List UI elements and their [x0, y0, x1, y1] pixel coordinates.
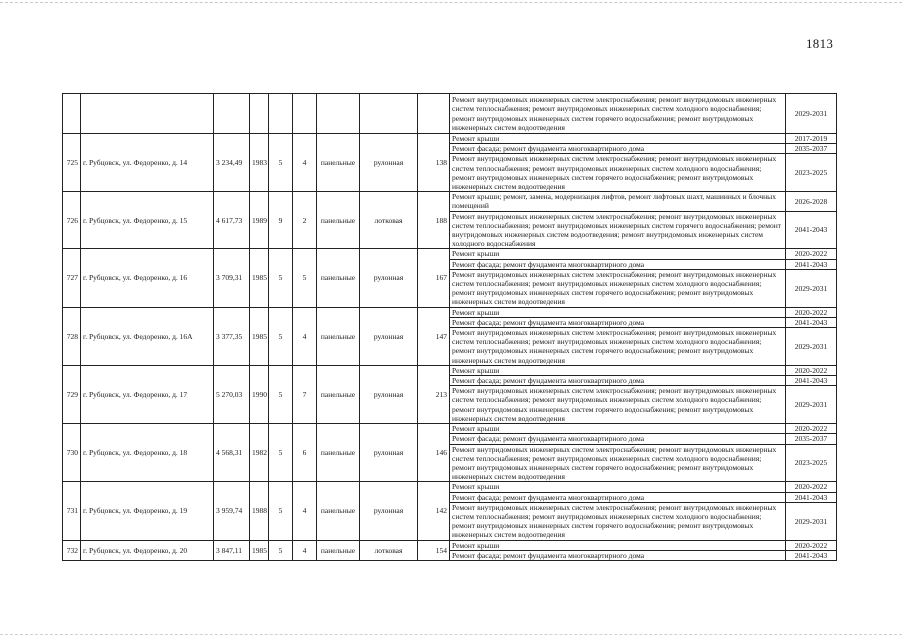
- cell-walls: панельные: [317, 307, 360, 365]
- table-row: [63, 192, 837, 211]
- cell-roof: лотковая: [360, 192, 418, 249]
- cell-work-description: Ремонт фасада; ремонт фундамента многоквартирного дома: [450, 144, 786, 154]
- cell-period: 2041-2043: [786, 211, 837, 249]
- cell-roof: рулонная: [360, 307, 418, 365]
- cell-address: г. Рубцовск, ул. Федоренко, д. 18: [81, 424, 214, 482]
- cell-walls: панельные: [317, 249, 360, 307]
- cell-floors: 5: [269, 424, 293, 482]
- table-row: [63, 134, 837, 144]
- cell-address: г. Рубцовск, ул. Федоренко, д. 16А: [81, 307, 214, 365]
- cell-roof: [360, 94, 418, 134]
- cell-apartments: 146: [418, 424, 450, 482]
- cell-period: 2020-2022: [786, 249, 837, 259]
- cell-area: 3 709,31: [214, 249, 250, 307]
- cell-year: [250, 94, 269, 134]
- cell-work-description: Ремонт фасада; ремонт фундамента многоквартирного дома: [450, 550, 786, 560]
- cell-number: 732: [63, 540, 81, 560]
- cell-period: 2029-2031: [786, 269, 837, 307]
- cell-walls: панельные: [317, 540, 360, 560]
- cell-period: 2020-2022: [786, 307, 837, 317]
- cell-apartments: 188: [418, 192, 450, 249]
- cell-number: 727: [63, 249, 81, 307]
- scan-edge-top: [0, 2, 902, 3]
- cell-number: 729: [63, 365, 81, 423]
- cell-address: г. Рубцовск, ул. Федоренко, д. 14: [81, 134, 214, 192]
- cell-floors: 5: [269, 249, 293, 307]
- scan-edge-bottom: [0, 634, 902, 635]
- cell-area: 3 377,35: [214, 307, 250, 365]
- cell-period: 2029-2031: [786, 94, 837, 134]
- cell-period: 2041-2043: [786, 317, 837, 327]
- cell-period: 2041-2043: [786, 376, 837, 386]
- cell-entrances: 4: [293, 540, 317, 560]
- cell-year: 1983: [250, 134, 269, 192]
- cell-address: г. Рубцовск, ул. Федоренко, д. 19: [81, 482, 214, 540]
- cell-year: 1985: [250, 540, 269, 560]
- cell-number: 731: [63, 482, 81, 540]
- cell-walls: [317, 94, 360, 134]
- cell-work-description: Ремонт фасада; ремонт фундамента многоквартирного дома: [450, 434, 786, 444]
- cell-work-description: Ремонт крыши; ремонт, замена, модернизация лифтов, ремонт лифтовых шахт, машинных и блочных помещений: [450, 192, 786, 211]
- cell-entrances: 5: [293, 249, 317, 307]
- cell-entrances: 2: [293, 192, 317, 249]
- cell-entrances: 7: [293, 365, 317, 423]
- cell-work-description: Ремонт крыши: [450, 307, 786, 317]
- cell-year: 1988: [250, 482, 269, 540]
- table-row-continuation: [63, 94, 837, 134]
- cell-work-description: Ремонт внутридомовых инженерных систем электроснабжения; ремонт внутридомовых инженерных систем теплоснабжения; ремонт внутридомовых инженерных систем холодного водоснабжения; ремонт внутридомовых инженерных систем горячего водоснабжения; ремонт внутридомовых инженерных систем водоотведения: [450, 444, 786, 482]
- cell-floors: 5: [269, 134, 293, 192]
- cell-period: 2029-2031: [786, 328, 837, 366]
- cell-period: 2020-2022: [786, 482, 837, 492]
- cell-work-description: Ремонт фасада; ремонт фундамента многоквартирного дома: [450, 259, 786, 269]
- cell-work-description: Ремонт крыши: [450, 540, 786, 550]
- capital-repair-table: [62, 93, 837, 561]
- cell-year: 1985: [250, 249, 269, 307]
- cell-number: [63, 94, 81, 134]
- cell-period: 2023-2025: [786, 444, 837, 482]
- cell-period: 2017-2019: [786, 134, 837, 144]
- cell-floors: 5: [269, 365, 293, 423]
- cell-period: 2035-2037: [786, 144, 837, 154]
- cell-area: 4 617,73: [214, 192, 250, 249]
- cell-work-description: Ремонт внутридомовых инженерных систем электроснабжения; ремонт внутридомовых инженерных систем теплоснабжения; ремонт внутридомовых инженерных систем холодного водоснабжения; ремонт внутридомовых инженерных систем горячего водоснабжения; ремонт внутридомовых инженерных систем водоотведения: [450, 386, 786, 424]
- cell-area: 3 847,11: [214, 540, 250, 560]
- table-row: [63, 249, 837, 259]
- cell-work-description: Ремонт внутридомовых инженерных систем электроснабжения; ремонт внутридомовых инженерных систем теплоснабжения; ремонт внутридомовых инженерных систем холодного водоснабжения; ремонт внутридомовых инженерных систем горячего водоснабжения; ремонт внутридомовых инженерных систем водоотведения: [450, 502, 786, 540]
- cell-apartments: 154: [418, 540, 450, 560]
- table-row: [63, 482, 837, 492]
- cell-floors: 5: [269, 307, 293, 365]
- cell-year: 1990: [250, 365, 269, 423]
- cell-work-description: Ремонт крыши: [450, 365, 786, 375]
- cell-apartments: [418, 94, 450, 134]
- cell-floors: 5: [269, 482, 293, 540]
- cell-period: 2029-2031: [786, 386, 837, 424]
- cell-walls: панельные: [317, 424, 360, 482]
- cell-year: 1985: [250, 307, 269, 365]
- cell-work-description: Ремонт фасада; ремонт фундамента многоквартирного дома: [450, 317, 786, 327]
- cell-entrances: 6: [293, 424, 317, 482]
- cell-area: 3 959,74: [214, 482, 250, 540]
- cell-apartments: 138: [418, 134, 450, 192]
- cell-year: 1989: [250, 192, 269, 249]
- cell-work-description: Ремонт крыши: [450, 249, 786, 259]
- page-number: 1813: [806, 36, 834, 51]
- cell-period: 2035-2037: [786, 434, 837, 444]
- cell-floors: [269, 94, 293, 134]
- table-row: [63, 307, 837, 317]
- cell-period: 2026-2028: [786, 192, 837, 211]
- cell-entrances: 4: [293, 307, 317, 365]
- table-body: [63, 94, 837, 561]
- cell-address: [81, 94, 214, 134]
- cell-work-description: Ремонт фасада; ремонт фундамента многоквартирного дома: [450, 376, 786, 386]
- cell-address: г. Рубцовск, ул. Федоренко, д. 16: [81, 249, 214, 307]
- cell-floors: 5: [269, 540, 293, 560]
- cell-apartments: 147: [418, 307, 450, 365]
- cell-work-description: Ремонт внутридомовых инженерных систем электроснабжения; ремонт внутридомовых инженерных систем теплоснабжения; ремонт внутридомовых инженерных систем холодного водоснабжения; ремонт внутридомовых инженерных систем горячего водоснабжения; ремонт внутридомовых инженерных систем водоотведения: [450, 328, 786, 366]
- cell-period: 2023-2025: [786, 154, 837, 192]
- cell-area: 3 234,49: [214, 134, 250, 192]
- cell-entrances: 4: [293, 482, 317, 540]
- cell-walls: панельные: [317, 192, 360, 249]
- cell-work-description: Ремонт внутридомовых инженерных систем электроснабжения; ремонт внутридомовых инженерных систем теплоснабжения; ремонт внутридомовых инженерных систем горячего водоснабжения; ремонт внутридомовых инженерных систем водоотведения; ремонт внутридомовых инженерных систем холодного водоснабжения: [450, 211, 786, 249]
- table-row: [63, 424, 837, 434]
- cell-work-description: Ремонт крыши: [450, 424, 786, 434]
- table-row: [63, 540, 837, 550]
- cell-walls: панельные: [317, 134, 360, 192]
- cell-year: 1982: [250, 424, 269, 482]
- cell-address: г. Рубцовск, ул. Федоренко, д. 15: [81, 192, 214, 249]
- cell-work-description: Ремонт фасада; ремонт фундамента многоквартирного дома: [450, 492, 786, 502]
- cell-apartments: 167: [418, 249, 450, 307]
- cell-work-description: Ремонт внутридомовых инженерных систем электроснабжения; ремонт внутридомовых инженерных систем теплоснабжения; ремонт внутридомовых инженерных систем холодного водоснабжения; ремонт внутридомовых инженерных систем горячего водоснабжения; ремонт внутридомовых инженерных систем водоотведения: [450, 94, 786, 134]
- cell-work-description: Ремонт крыши: [450, 134, 786, 144]
- cell-work-description: Ремонт внутридомовых инженерных систем электроснабжения; ремонт внутридомовых инженерных систем теплоснабжения; ремонт внутридомовых инженерных систем холодного водоснабжения; ремонт внутридомовых инженерных систем горячего водоснабжения; ремонт внутридомовых инженерных систем водоотведения: [450, 154, 786, 192]
- cell-work-description: Ремонт внутридомовых инженерных систем электроснабжения; ремонт внутридомовых инженерных систем теплоснабжения; ремонт внутридомовых инженерных систем холодного водоснабжения; ремонт внутридомовых инженерных систем горячего водоснабжения; ремонт внутридомовых инженерных систем водоотведения: [450, 269, 786, 307]
- cell-apartments: 213: [418, 365, 450, 423]
- cell-period: 2041-2043: [786, 259, 837, 269]
- cell-roof: лотковая: [360, 540, 418, 560]
- cell-address: г. Рубцовск, ул. Федоренко, д. 17: [81, 365, 214, 423]
- cell-number: 726: [63, 192, 81, 249]
- cell-period: 2020-2022: [786, 540, 837, 550]
- cell-floors: 9: [269, 192, 293, 249]
- cell-number: 725: [63, 134, 81, 192]
- cell-roof: рулонная: [360, 365, 418, 423]
- cell-number: 728: [63, 307, 81, 365]
- cell-area: 4 568,31: [214, 424, 250, 482]
- cell-apartments: 142: [418, 482, 450, 540]
- cell-period: 2029-2031: [786, 502, 837, 540]
- cell-period: 2041-2043: [786, 550, 837, 560]
- cell-entrances: 4: [293, 134, 317, 192]
- cell-walls: панельные: [317, 482, 360, 540]
- cell-entrances: [293, 94, 317, 134]
- cell-period: 2020-2022: [786, 365, 837, 375]
- cell-roof: рулонная: [360, 482, 418, 540]
- cell-address: г. Рубцовск, ул. Федоренко, д. 20: [81, 540, 214, 560]
- cell-period: 2041-2043: [786, 492, 837, 502]
- cell-walls: панельные: [317, 365, 360, 423]
- cell-number: 730: [63, 424, 81, 482]
- cell-roof: рулонная: [360, 249, 418, 307]
- cell-roof: рулонная: [360, 424, 418, 482]
- cell-roof: рулонная: [360, 134, 418, 192]
- cell-area: [214, 94, 250, 134]
- cell-period: 2020-2022: [786, 424, 837, 434]
- cell-area: 5 270,03: [214, 365, 250, 423]
- table-row: [63, 365, 837, 375]
- cell-work-description: Ремонт крыши: [450, 482, 786, 492]
